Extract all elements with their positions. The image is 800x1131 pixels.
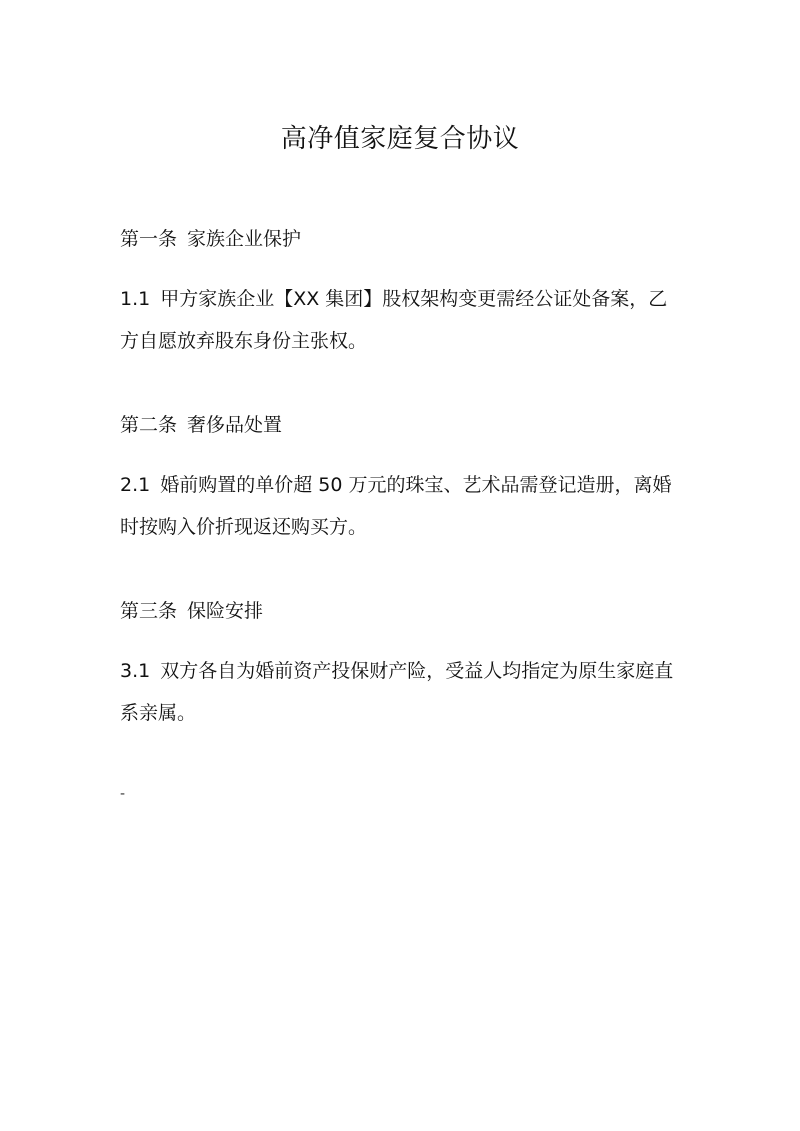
clause	[120, 650, 685, 734]
article-3	[120, 598, 685, 734]
article-title: 保险安排	[187, 600, 264, 622]
clause-number: 3.1	[120, 660, 151, 682]
article-heading	[120, 226, 685, 252]
clause	[120, 278, 685, 362]
clause-text: 双方各自为婚前资产投保财产险，受益人均指定为原生家庭直系亲属。	[120, 660, 674, 724]
trailing-mark: -	[120, 786, 126, 802]
clause-number: 1.1	[120, 288, 151, 310]
article-number: 第一条	[120, 228, 178, 250]
article-number: 第三条	[120, 600, 178, 622]
clause-text: 甲方家族企业【XX 集团】股权架构变更需经公证处备案，乙方自愿放弃股东身份主张权。	[120, 288, 668, 352]
clause-number: 2.1	[120, 474, 151, 496]
article-2	[120, 412, 685, 548]
clause-text: 婚前购置的单价超 50 万元的珠宝、艺术品需登记造册，离婚时按购入价折现返还购买方。	[120, 474, 672, 538]
clause	[120, 464, 685, 548]
article-1	[120, 226, 685, 362]
article-heading	[120, 412, 685, 438]
article-title: 奢侈品处置	[187, 414, 283, 436]
document-title: 高净值家庭复合协议	[280, 124, 520, 155]
article-number: 第二条	[120, 414, 178, 436]
article-title: 家族企业保护	[187, 228, 302, 250]
article-heading	[120, 598, 685, 624]
